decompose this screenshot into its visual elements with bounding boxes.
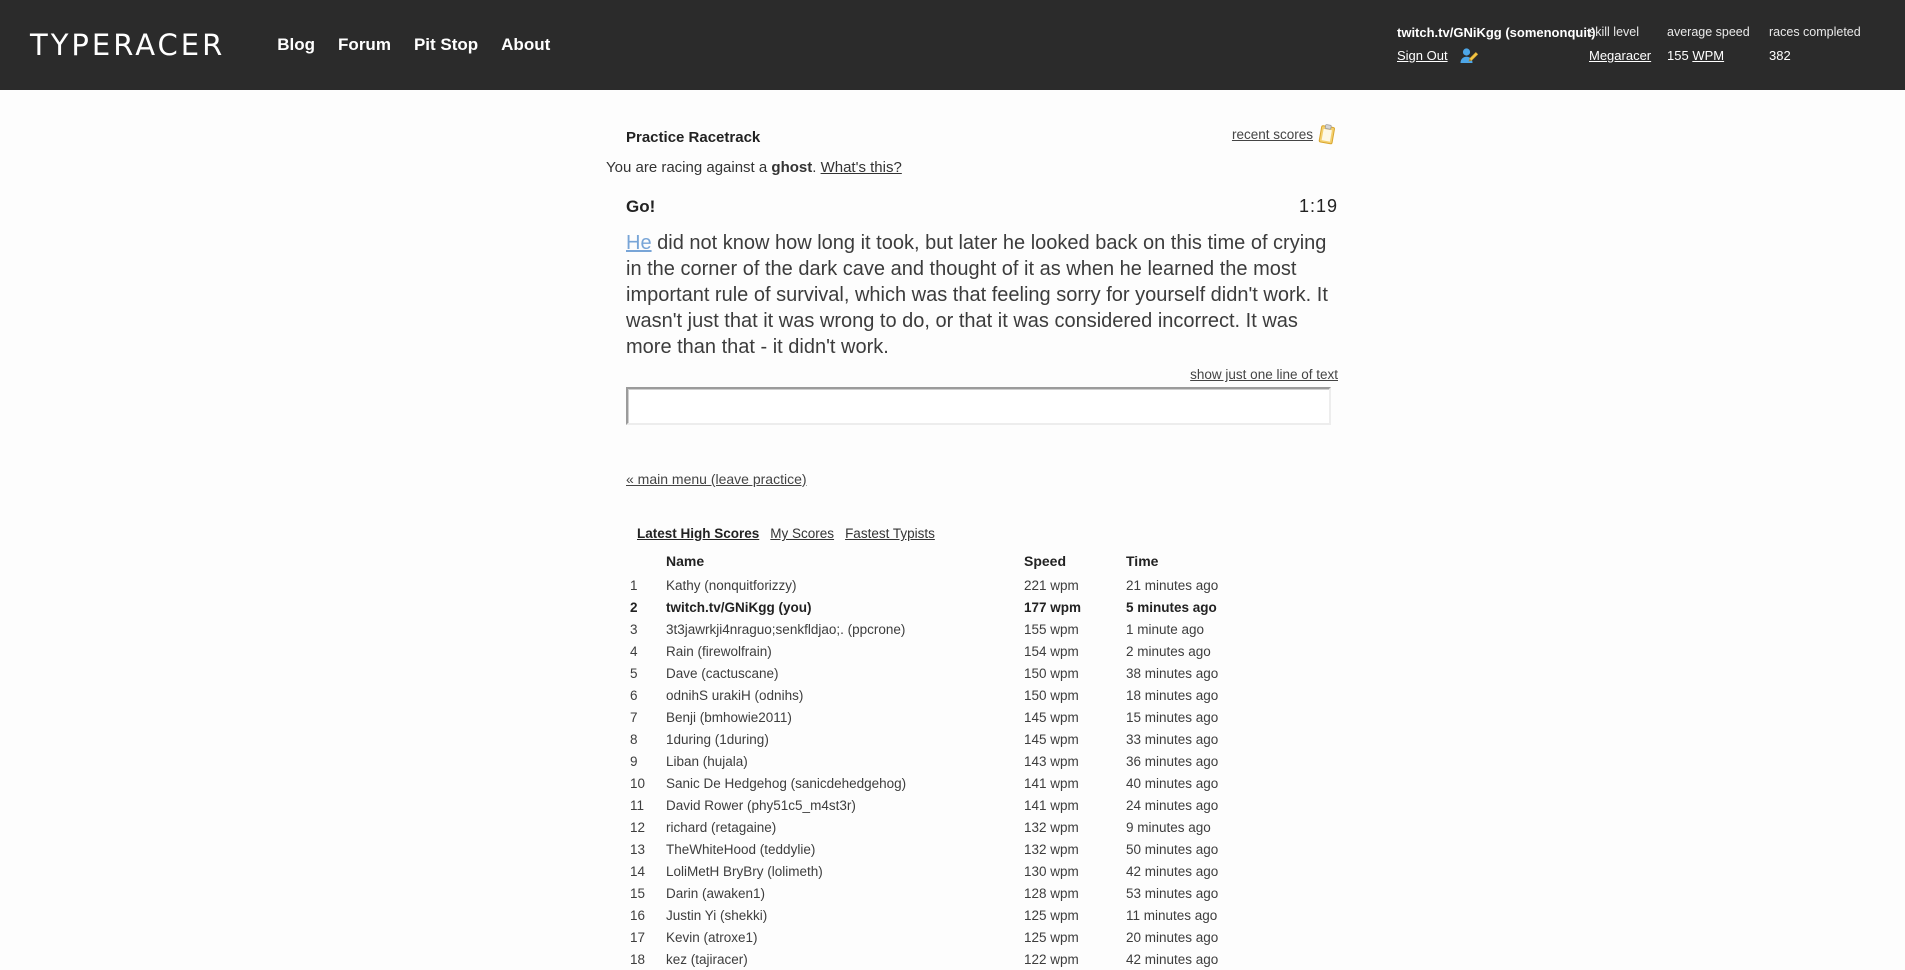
go-label: Go! <box>626 197 656 216</box>
wpm-number: 155 <box>1667 48 1689 63</box>
cell-speed: 125 wpm <box>1024 929 1079 945</box>
table-row <box>626 838 1338 860</box>
recent-scores <box>1232 123 1338 146</box>
nav-pit-stop[interactable]: Pit Stop <box>413 35 479 54</box>
cell-rank: 15 <box>630 885 646 901</box>
table-row <box>626 640 1338 662</box>
cell-rank: 14 <box>630 863 646 879</box>
cell-name: Liban (hujala) <box>666 753 748 769</box>
nav-blog[interactable]: Blog <box>277 35 316 54</box>
cell-time: 15 minutes ago <box>1126 709 1219 725</box>
table-row <box>626 904 1338 926</box>
cell-speed: 145 wpm <box>1024 709 1079 725</box>
username: twitch.tv/GNiKgg (somenonquit) <box>1397 24 1596 40</box>
tab-latest-high-scores[interactable]: Latest High Scores <box>637 526 760 541</box>
cell-rank: 11 <box>630 797 645 813</box>
cell-rank: 10 <box>630 775 646 791</box>
cell-rank: 1 <box>630 577 638 593</box>
col-time: Time <box>1126 552 1159 569</box>
user-edit-icon[interactable] <box>1458 46 1478 66</box>
table-row <box>626 662 1338 684</box>
cell-name: David Rower (phy51c5_m4st3r) <box>666 797 856 813</box>
table-row <box>626 816 1338 838</box>
cell-time: 11 minutes ago <box>1126 907 1218 923</box>
col-rank <box>626 552 666 574</box>
cell-name: richard (retagaine) <box>666 819 777 835</box>
cell-speed: 141 wpm <box>1024 797 1079 813</box>
race-timer: 1:19 <box>1298 196 1338 216</box>
cell-time: 9 minutes ago <box>1126 819 1211 835</box>
table-row <box>626 706 1338 728</box>
cell-time: 53 minutes ago <box>1126 885 1219 901</box>
cell-rank: 4 <box>630 643 638 659</box>
cell-name: Darin (awaken1) <box>666 885 766 901</box>
table-row <box>626 926 1338 948</box>
cell-rank: 17 <box>630 929 646 945</box>
table-row <box>626 574 1338 596</box>
cell-time: 40 minutes ago <box>1126 775 1219 791</box>
cell-name: 3t3jawrkji4nraguo;senkfldjao;. (ppcrone) <box>666 621 906 637</box>
main-nav <box>277 35 550 55</box>
cell-name: Rain (firewolfrain) <box>666 643 772 659</box>
cell-speed: 177 wpm <box>1024 599 1082 615</box>
cell-speed: 132 wpm <box>1024 819 1079 835</box>
col-speed: Speed <box>1024 552 1067 569</box>
table-row <box>626 882 1338 904</box>
cell-rank: 6 <box>630 687 638 703</box>
cell-rank: 12 <box>630 819 646 835</box>
table-row <box>626 772 1338 794</box>
cell-speed: 132 wpm <box>1024 841 1079 857</box>
cell-name: Dave (cactuscane) <box>666 665 779 681</box>
cell-name: twitch.tv/GNiKgg (you) <box>666 599 812 615</box>
skill-level-label: skill level <box>1589 25 1640 39</box>
cell-speed: 128 wpm <box>1024 885 1079 901</box>
table-row <box>626 750 1338 772</box>
table-row <box>626 948 1338 970</box>
main-content <box>0 123 1905 970</box>
cell-rank: 9 <box>630 753 638 769</box>
cell-time: 42 minutes ago <box>1126 863 1219 879</box>
cell-rank: 8 <box>630 731 638 747</box>
cell-speed: 154 wpm <box>1024 643 1079 659</box>
table-header-row <box>626 552 1338 574</box>
cell-time: 18 minutes ago <box>1126 687 1219 703</box>
table-row <box>626 618 1338 640</box>
cell-speed: 122 wpm <box>1024 951 1079 967</box>
cell-speed: 150 wpm <box>1024 687 1079 703</box>
cell-name: Sanic De Hedgehog (sanicdehedgehog) <box>666 775 907 791</box>
cell-time: 36 minutes ago <box>1126 753 1219 769</box>
cell-name: LoliMetH BryBry (lolimeth) <box>666 863 823 879</box>
cell-rank: 7 <box>630 709 638 725</box>
wpm-unit-link[interactable]: WPM <box>1692 48 1725 63</box>
table-row <box>626 794 1338 816</box>
races-completed-label: races completed <box>1769 25 1861 39</box>
current-word: He <box>626 232 652 254</box>
sign-out-link[interactable]: Sign Out <box>1397 48 1448 63</box>
cell-rank: 3 <box>630 621 638 637</box>
race-status-row <box>626 196 1338 217</box>
cell-speed: 130 wpm <box>1024 863 1079 879</box>
table-row <box>626 684 1338 706</box>
cell-name: odnihS urakiH (odnihs) <box>666 687 804 703</box>
cell-name: Benji (bmhowie2011) <box>666 709 792 725</box>
cell-speed: 143 wpm <box>1024 753 1079 769</box>
cell-name: Justin Yi (shekki) <box>666 907 768 923</box>
cell-time: 20 minutes ago <box>1126 929 1219 945</box>
table-row <box>626 860 1338 882</box>
page-title: Practice Racetrack <box>626 129 761 146</box>
passage-rest: did not know how long it took, but later he looked back on this time of crying in the corner of the dark cave and thought of it as when he learned the most important rule of survival, which was that feeling sorry for yourself didn't work. It wasn't just that it was wrong to do, or that it was considered incorrect. It was more than that - it didn't work. <box>626 232 1328 358</box>
cell-speed: 150 wpm <box>1024 665 1079 681</box>
skill-level-value[interactable]: Megaracer <box>1589 48 1652 63</box>
table-row <box>626 728 1338 750</box>
cell-rank: 13 <box>630 841 646 857</box>
cell-name: TheWhiteHood (teddylie) <box>666 841 816 857</box>
cell-time: 1 minute ago <box>1126 621 1205 637</box>
user-panel <box>1397 25 1875 66</box>
top-bar <box>0 0 1905 90</box>
col-name: Name <box>666 552 705 569</box>
cell-time: 33 minutes ago <box>1126 731 1219 747</box>
cell-time: 2 minutes ago <box>1126 643 1211 659</box>
cell-name: Kevin (atroxe1) <box>666 929 758 945</box>
whats-this-link[interactable]: What's this? <box>820 159 902 176</box>
ghost-word: ghost <box>771 159 813 176</box>
table-row <box>626 596 1338 618</box>
cell-time: 24 minutes ago <box>1126 797 1219 813</box>
cell-rank: 5 <box>630 665 638 681</box>
cell-name: kez (tajiracer) <box>666 951 748 967</box>
clipboard-icon[interactable] <box>1317 123 1338 146</box>
ghost-text: You are racing against a <box>606 159 768 176</box>
cell-name: Kathy (nonquitforizzy) <box>666 577 797 593</box>
average-speed-label: average speed <box>1667 25 1750 39</box>
tab-fastest-typists[interactable]: Fastest Typists <box>845 526 935 541</box>
nav-forum[interactable]: Forum <box>338 35 391 54</box>
cell-speed: 125 wpm <box>1024 907 1079 923</box>
cell-time: 42 minutes ago <box>1126 951 1219 967</box>
cell-rank: 2 <box>630 599 638 615</box>
tab-my-scores[interactable]: My Scores <box>770 526 835 541</box>
app-logo[interactable]: TYPERACER <box>30 28 226 62</box>
average-speed-value <box>1667 48 1755 63</box>
races-completed-value: 382 <box>1769 48 1791 63</box>
high-scores-body <box>626 574 1338 970</box>
recent-scores-link[interactable]: recent scores <box>1231 127 1313 142</box>
main-menu-link[interactable]: « main menu (leave practice) <box>626 471 807 487</box>
cell-speed: 221 wpm <box>1024 577 1079 593</box>
cell-time: 50 minutes ago <box>1126 841 1219 857</box>
cell-time: 38 minutes ago <box>1126 665 1219 681</box>
show-one-line-link[interactable]: show just one line of text <box>1190 367 1338 382</box>
cell-rank: 18 <box>630 951 646 967</box>
high-scores-table <box>626 552 1338 970</box>
score-tabs <box>626 526 1338 541</box>
cell-time: 5 minutes ago <box>1126 599 1217 615</box>
typing-input[interactable] <box>626 387 1331 425</box>
cell-name: 1during (1during) <box>666 731 769 747</box>
cell-rank: 16 <box>630 907 646 923</box>
nav-about[interactable]: About <box>501 35 551 54</box>
ghost-line: You are racing against a ghost. What's this? <box>606 159 902 176</box>
cell-speed: 141 wpm <box>1024 775 1079 791</box>
race-passage <box>626 230 1338 360</box>
cell-speed: 155 wpm <box>1024 621 1079 637</box>
cell-time: 21 minutes ago <box>1126 577 1219 593</box>
cell-speed: 145 wpm <box>1024 731 1079 747</box>
